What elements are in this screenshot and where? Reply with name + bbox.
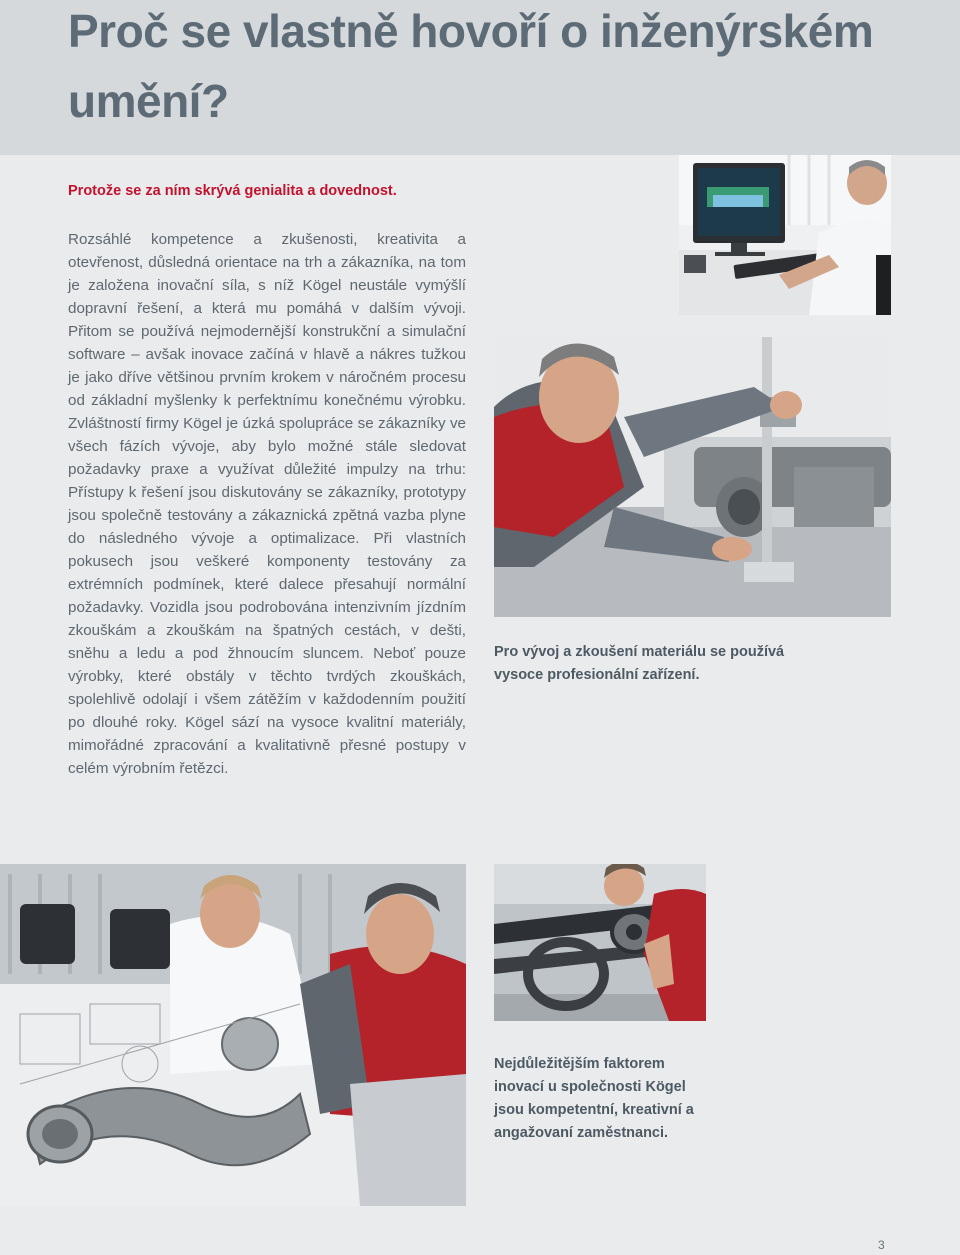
page-number: 3 [878, 1238, 885, 1252]
caption-measurement: Pro vývoj a zkoušení materiálu se používá vysoce profesionální zařízení. [494, 644, 785, 683]
page-title: Proč se vlastně hovoří o inženýrském umění? [68, 5, 874, 127]
subheading: Protože se za ním skrývá genialita a dovednost. [68, 183, 397, 199]
photo-engineers-component [0, 864, 466, 1206]
body-text: Rozsáhlé kompetence a zkušenosti, kreativita a otevřenost, důsledná orientace na trh a zákazníka, na tom je založena inovační síla, s níž Kögel neustále vymýšlí dopravní řešení, a která mu pomáhá v dalším vývoji. Přitom se používá nejmodernější konstrukční a simulační software – avšak inovace začíná v hlavě a nákres tužkou je jako dříve většinou prvním krokem v náročném procesu od základní myšlenky k perfektnímu konečnému výrobku. Zvláštností firmy Kögel je úzká spolupráce se zákazníky ve všech fázích vývoje, aby bylo možné stále sledovat požadavky praxe a využívat důležité impulzy na trhu: Přístupy k řešení jsou diskutovány se zákazníky, prototypy jsou společně testovány a zákaznická zpětná vazba plyne do následného vývoje a optimalizace. Při vlastních pokusech jsou veškeré komponenty testovány za extrémních podmínek, které dalece přesahují normální požadavky. Vozidla jsou podrobována intenzivním jízdním zkouškám a zkouškám na špatných cestách, v dešti, sněhu a ledu a pod žhnoucím sluncem. Neboť pouze výrobky, které obstály v těchto tvrdých zkouškách, spolehlivě odolají i všem zátěžím v každodenním použití po dlouhé roky. Kögel sází na vysoce kvalitní materiály, mimořádné zpracování a kvalitativně přesné postupy v celém výrobním řetězci. [68, 231, 466, 777]
photo-cad-workstation [679, 155, 891, 315]
caption-employees: Nejdůležitějším faktorem inovací u společnosti Kögel jsou kompetentní, kreativní a angažovaní zaměstnanci. [494, 1056, 694, 1141]
photo-measurement [494, 337, 891, 617]
photo-worker-inspection [494, 864, 706, 1021]
